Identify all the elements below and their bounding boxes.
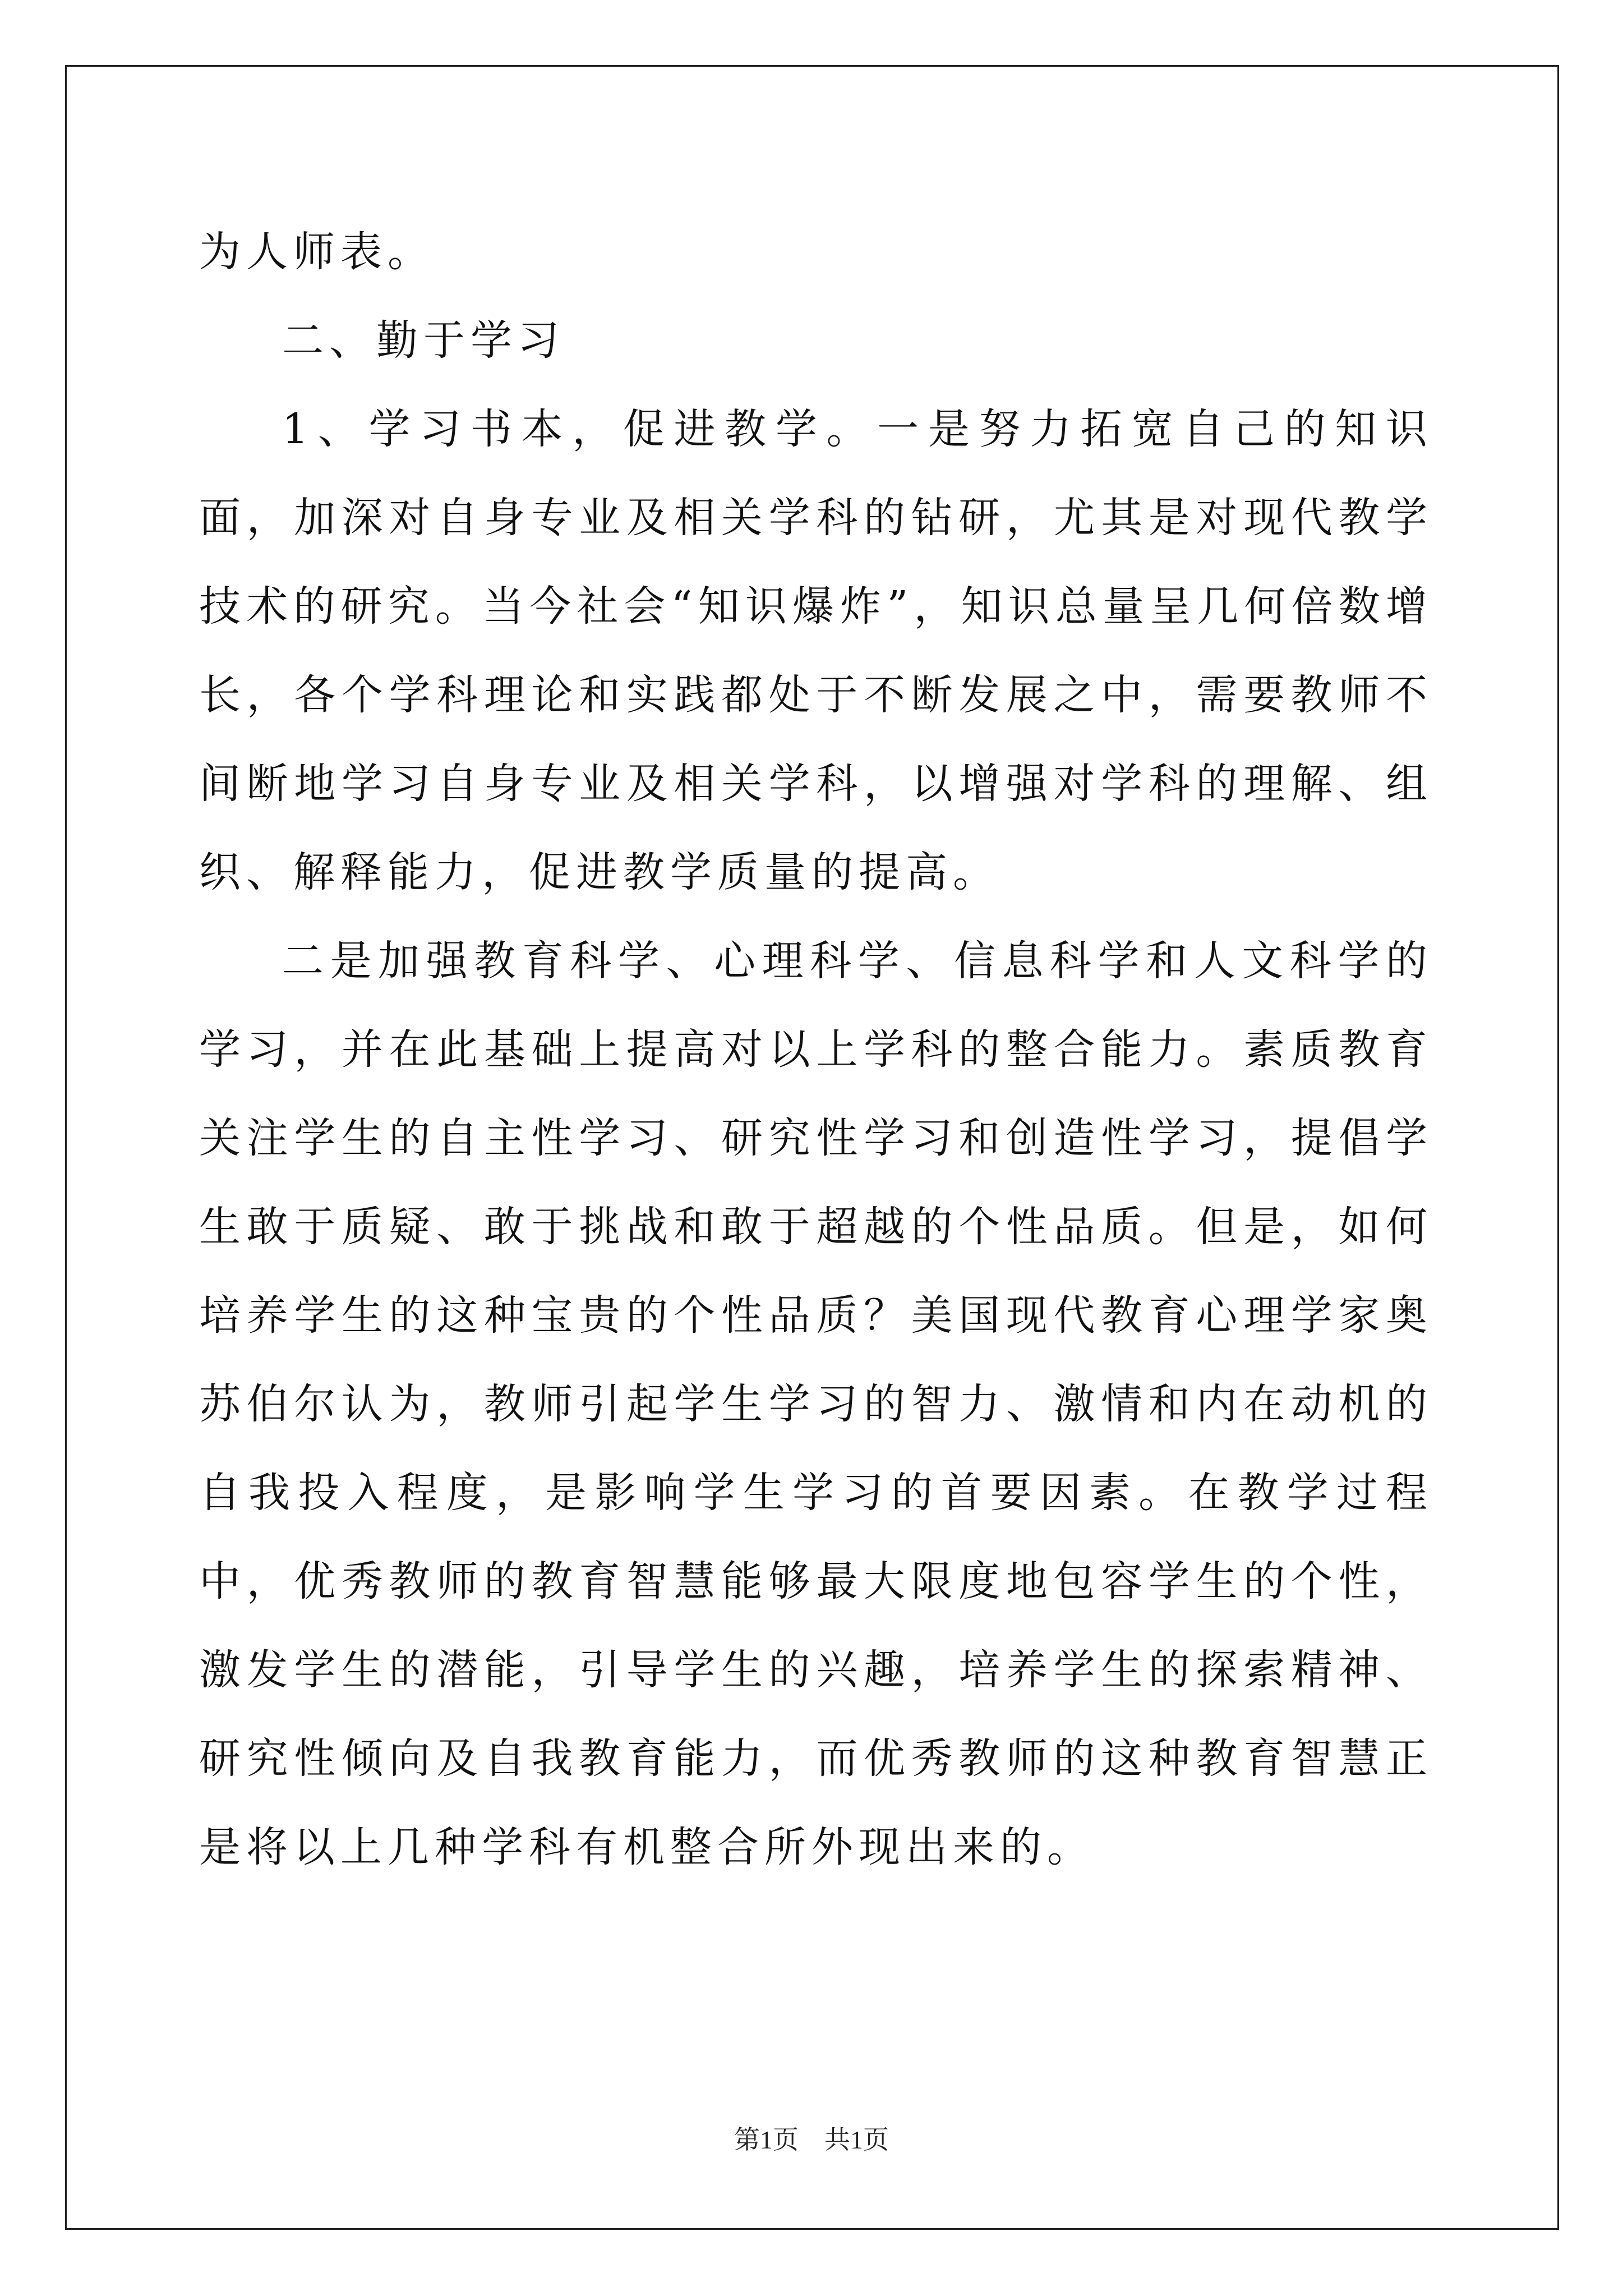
paragraph-education-science: 二是加强教育科学、心理科学、信息科学和人文科学的学习，并在此基础上提高对以上学科的整合能力。素质教育关注学生的自主性学习、研究性学习和创造性学习，提倡学生敢于质疑、敢于挑战和敢于超越的个性品质。但是，如何培养学生的这种宝贵的个性品质？美国现代教育心理学家奥苏伯尔认为，教师引起学生学习的智力、激情和内在动机的自我投入程度，是影响学生学习的首要因素。在教学过程中，优秀教师的教育智慧能够最大限度地包容学生的个性，激发学生的潜能，引导学生的兴趣，培养学生的探索精神、研究性倾向及自我教育能力，而优秀教师的这种教育智慧正是将以上几种学科有机整合所外现出来的。	[199, 937, 1433, 1871]
page-number-footer: 第1页 共1页	[734, 2125, 889, 2154]
paragraph-study-books: 1、学习书本，促进教学。一是努力拓宽自己的知识面，加深对自身专业及相关学科的钻研，尤其是对现代教学技术的研究。当今社会“知识爆炸”，知识总量呈几何倍数增长，各个学科理论和实践都处于不断发展之中，需要教师不间断地学习自身专业及相关学科，以增强对学科的理解、组织、解释能力，促进教学质量的提高。	[199, 405, 1433, 896]
paragraph-continuation: 为人师表。	[199, 228, 435, 276]
section-heading: 二、勤于学习	[282, 316, 565, 365]
document-body	[199, 208, 1433, 1892]
